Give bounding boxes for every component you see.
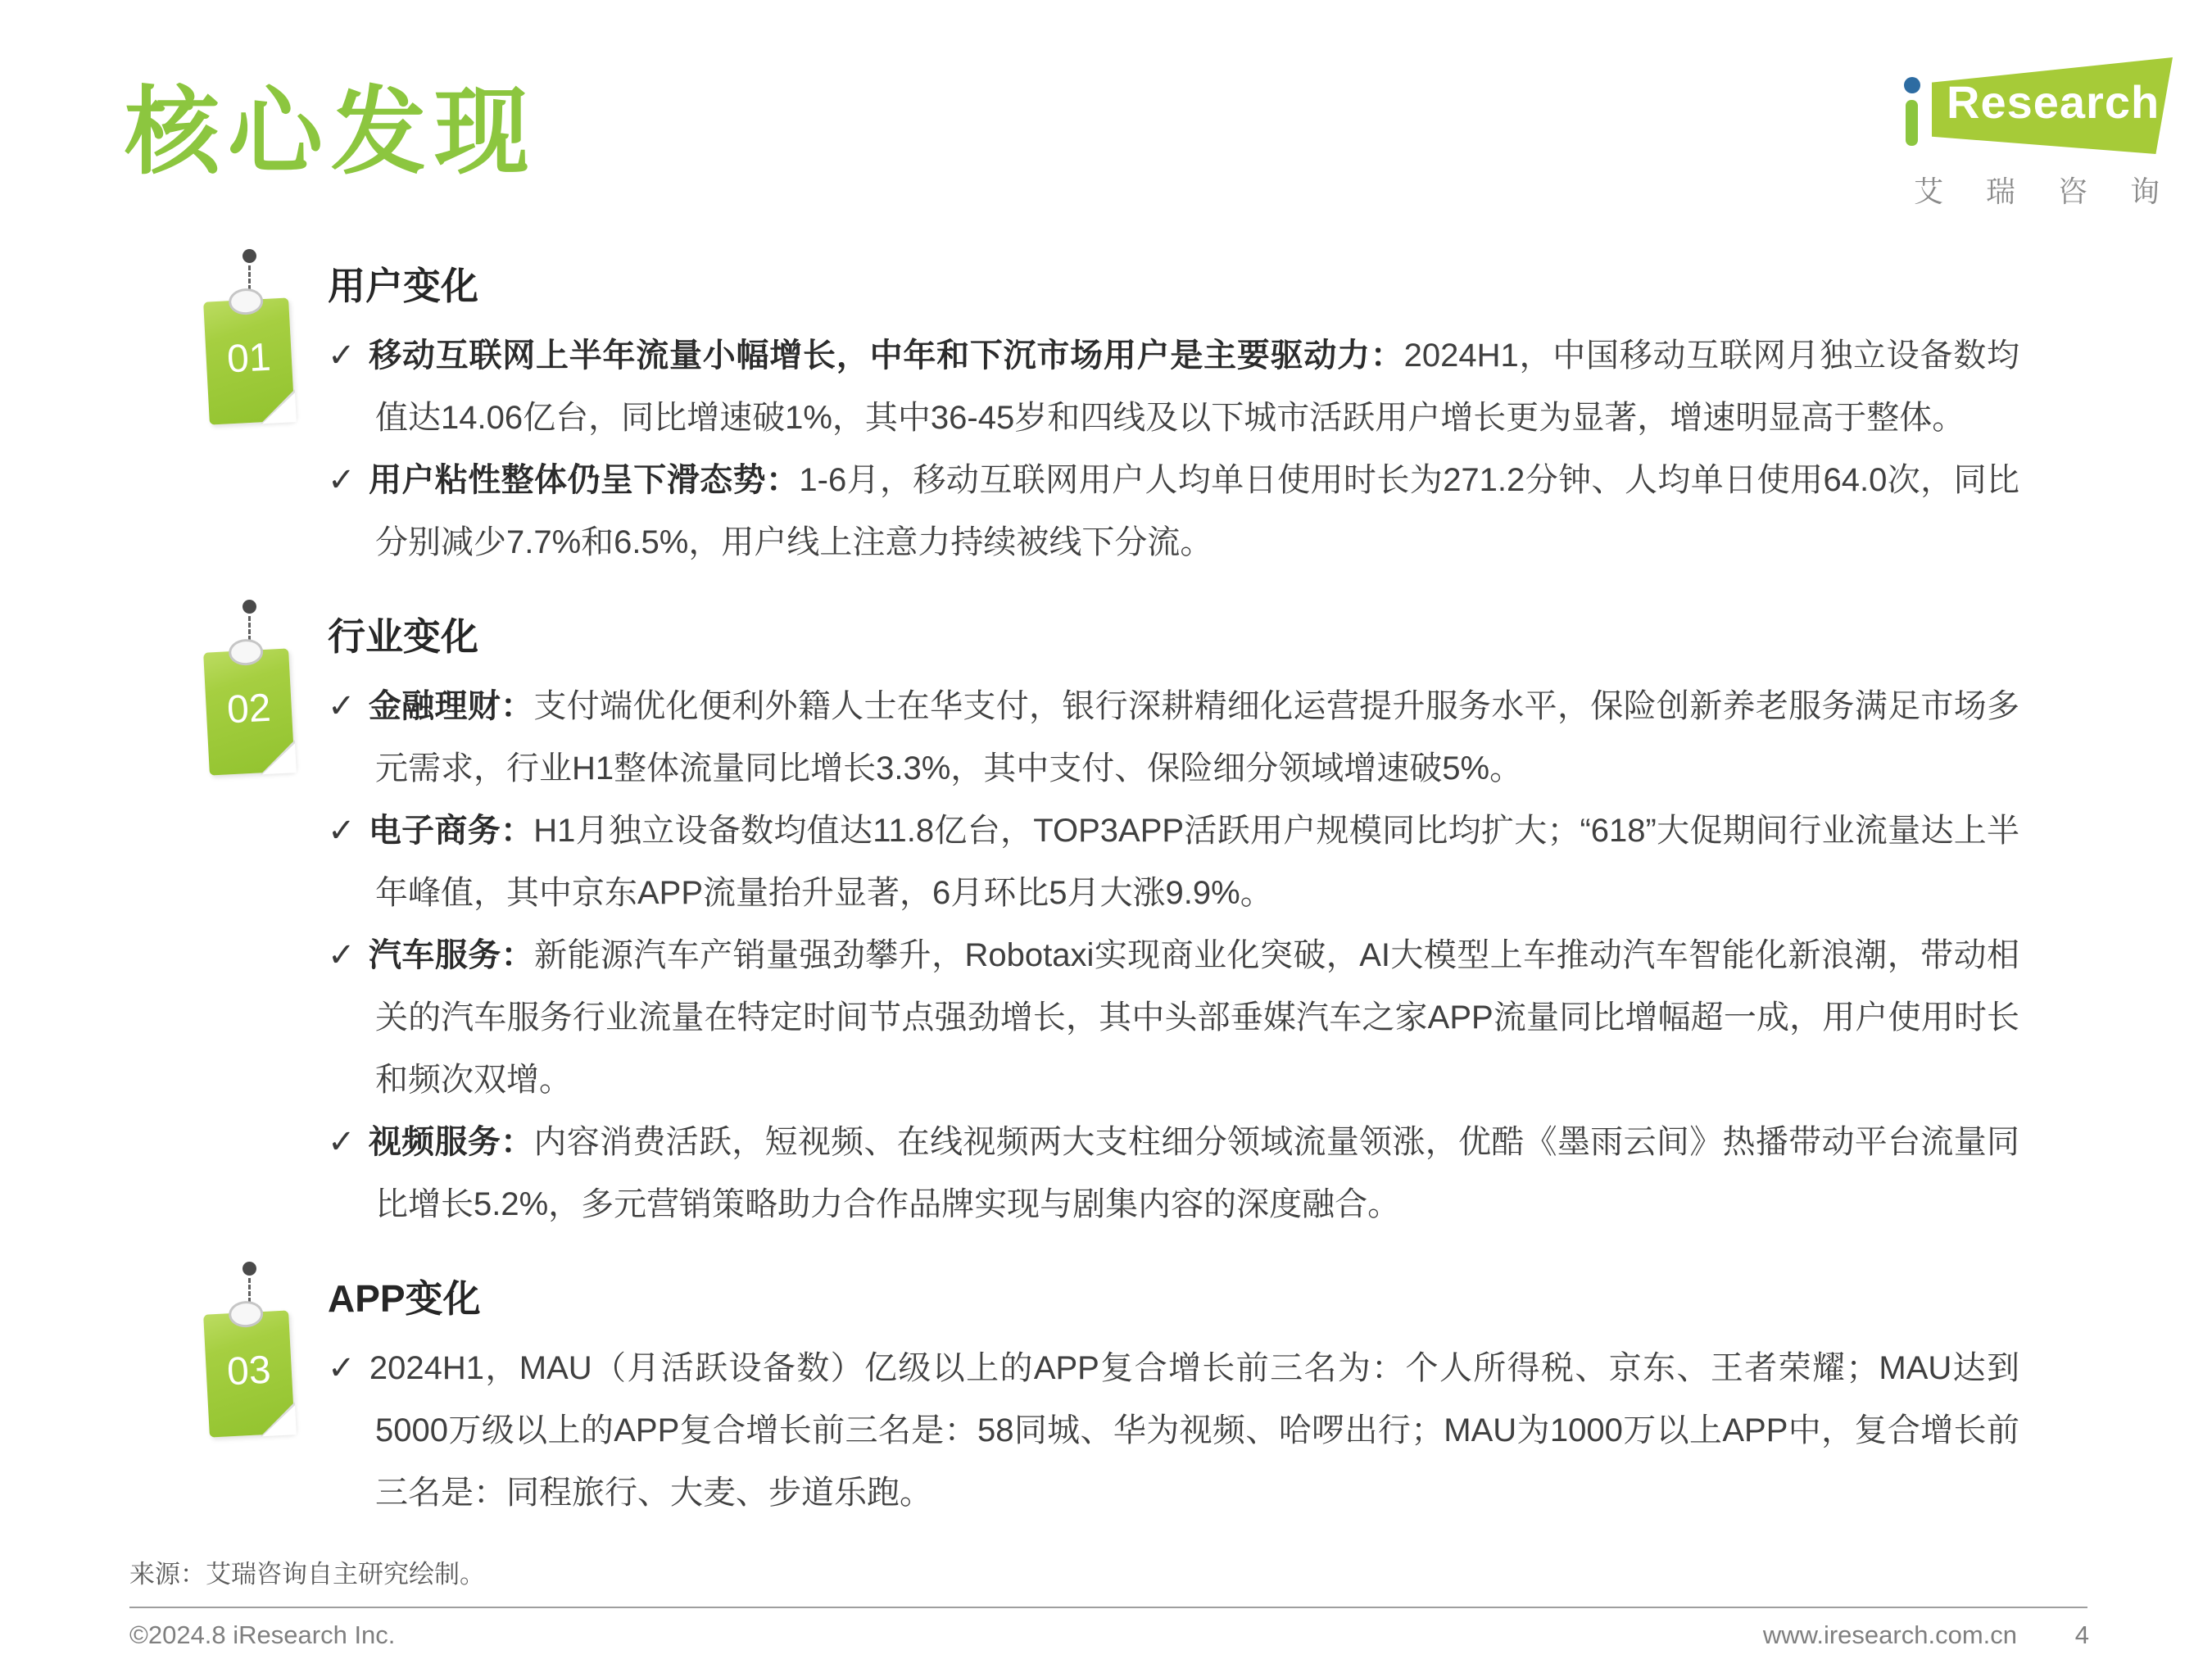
logo-i-dot-icon [1904,77,1920,93]
bullet-text: 内容消费活跃，短视频、在线视频两大支柱细分领域流量领涨，优酷《墨雨云间》热播带动平台流量同比增长5.2%，多元营销策略助力合作品牌实现与剧集内容的深度融合。 [375,1124,2020,1223]
check-icon: ✓ [328,462,356,499]
footer-page-number: 4 [2074,1620,2089,1649]
bullet-text: 新能源汽车产销量强劲攀升，Robotaxi实现商业化突破，AI大模型上车推动汽车智能化新浪潮，带动相关的汽车服务行业流量在特定时间节点强劲增长，其中头部垂媒汽车之家APP流量同比增幅超一成，用户使用时长和频次双增。 [375,937,2019,1099]
source-note: 来源：艾瑞咨询自主研究绘制。 [129,1560,485,1589]
bullet-list [328,675,2019,1235]
logo-caption-char: 瑞 [1985,175,2015,208]
footer-website: www.iresearch.com.cn [1762,1620,2017,1649]
bullet-text: 2024H1，中国移动互联网月独立设备数均值达14.06亿台，同比增速破1%，其中36-45岁和四线及以下城市活跃用户增长更为显著，增速明显高于整体。 [375,338,2020,437]
section-user-changes [225,261,2020,573]
bullet-lead: 汽车服务： [368,937,535,974]
bullet-lead: 移动互联网上半年流量小幅增长，中年和下沉市场用户是主要驱动力： [369,338,1404,374]
sticky-note-03 [203,1262,295,1435]
iresearch-logo-mark [1897,57,2173,154]
logo-caption [1914,169,2160,211]
bullet-text: 支付端优化便利外籍人士在华支付，银行深耕精细化运营提升服务水平，保险创新养老服务满足市场多元需求，行业H1整体流量同比增长3.3%，其中支付、保险细分领域增速破5%。 [375,688,2020,787]
section-number: 03 [225,1348,272,1394]
check-icon: ✓ [328,813,356,850]
section-heading: 用户变化 [328,265,478,307]
footer-copyright: ©2024.8 iResearch Inc. [129,1620,396,1649]
check-icon: ✓ [328,338,356,374]
note-fold [261,743,297,774]
section-industry-changes [225,611,2020,1235]
pin-dot-icon [243,600,256,614]
check-icon: ✓ [328,1124,356,1161]
bullet-text: 2024H1，MAU（月活跃设备数）亿级以上的APP复合增长前三名为：个人所得税、京东、王者荣耀；MAU达到5000万级以上的APP复合增长前三名是：58同城、华为视频、哈啰出行；MAU为1000万以上APP中，复合增长前三名是：同程旅行、大麦、步道乐跑。 [369,1350,2019,1512]
footer-divider [129,1607,2087,1608]
note-fold [261,392,297,424]
bullet-lead: 视频服务： [368,1124,534,1161]
sticky-note [203,648,295,775]
bullet-item [328,1111,2019,1235]
section-heading: APP变化 [328,1277,481,1321]
bullet-lead: 金融理财： [368,688,534,725]
logo-i-stem-icon [1906,100,1918,146]
check-icon: ✓ [328,937,356,974]
bullet-list [328,324,2019,573]
iresearch-logo [1897,57,2173,211]
bullet-item [328,675,2019,800]
bullet-lead: 用户粘性整体仍呈下滑态势： [368,462,800,499]
section-number: 01 [225,335,272,382]
sticky-note [203,297,295,424]
bullet-lead: 电子商务： [368,813,534,850]
check-icon: ✓ [328,688,356,725]
sticky-note-02 [203,600,295,773]
main-content [225,261,2020,1562]
pin-dot-icon [243,249,256,263]
bullet-item [328,800,2019,924]
bullet-item [328,449,2019,573]
bullet-list [328,1337,2019,1524]
logo-brand-text: Research [1947,76,2160,128]
logo-caption-char: 咨 [2057,175,2087,208]
section-app-changes [225,1273,2019,1524]
sticky-note [203,1311,295,1438]
section-heading: 行业变化 [328,615,478,659]
bullet-item [328,1337,2019,1524]
section-number: 02 [225,686,272,732]
bullet-item [328,924,2019,1111]
note-fold [261,1405,297,1436]
logo-caption-char: 艾 [1914,175,1944,208]
bullet-text: H1月独立设备数均值达11.8亿台，TOP3APP活跃用户规模同比均扩大；“618”大促期间行业流量达上半年峰值，其中京东APP流量抬升显著，6月环比5月大涨9.9%。 [375,813,2020,912]
page-title: 核心发现 [125,79,537,185]
bullet-text: 1-6月，移动互联网用户人均单日使用时长为271.2分钟、人均单日使用64.0次，同比分别减少7.7%和6.5%，用户线上注意力持续被线下分流。 [375,462,2020,561]
sticky-note-01 [203,249,295,423]
bullet-item [328,324,2019,449]
pin-dot-icon [243,1262,256,1276]
logo-caption-char: 询 [2129,175,2160,208]
check-icon: ✓ [328,1350,356,1387]
